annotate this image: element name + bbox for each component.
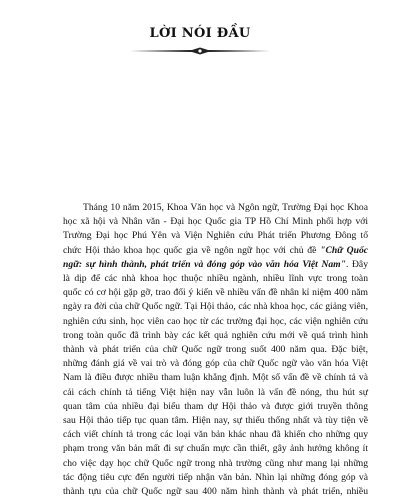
- text-segment: là dịp để các nhà khoa học thuộc nhiều ngành, nhiều lĩnh vực trong toàn: [63, 273, 368, 285]
- divider-ornament-icon: [128, 47, 272, 55]
- text-line: [63, 315, 368, 329]
- text-line: [63, 442, 368, 456]
- text-line: [63, 272, 368, 286]
- text-line: [63, 428, 368, 442]
- text-line: [63, 414, 368, 428]
- text-segment: quan tâm của nhiều đại biểu tham dự Hội thảo và được giới truyền thông: [63, 400, 368, 412]
- text-line: [63, 485, 368, 499]
- text-segment: Tháng 10 năm 2015, Khoa Văn học và Ngôn ngữ, Trường Đại học Khoa: [83, 202, 368, 213]
- text-segment: . Đây: [345, 258, 368, 270]
- text-segment: cho việc dạy học chữ Quốc ngữ trong nhà trường cũng như mang lại những: [63, 457, 368, 469]
- text-segment: Nam là điều được nhiều tham luận khẳng định. Một số vấn đề về chính tả và: [63, 372, 368, 384]
- text-line: [63, 300, 368, 314]
- text-segment: cải cách chính tả tiếng Việt hiện nay vẫn luôn là vấn đề nóng, thu hút sự: [63, 386, 368, 398]
- text-line: [63, 400, 368, 414]
- page-title: LỜI NÓI ĐẦU: [149, 26, 251, 41]
- text-segment: ngày ra đời của chữ Quốc ngữ. Tại Hội thảo, các nhà khoa học, các giảng viên,: [63, 301, 368, 313]
- text-segment: thành tựu của chữ Quốc ngữ sau 400 năm hình thành và phát triển, nhiều: [63, 486, 368, 498]
- emphasized-title-text: ngữ: sự hình thành, phát triển và đóng góp vào văn hóa Việt Nam": [63, 258, 346, 270]
- emphasized-title-text: "Chữ Quốc: [320, 244, 369, 256]
- text-line: [63, 201, 368, 215]
- text-segment: chức Hội thảo khoa học quốc gia về ngôn ngữ học với chủ đề: [63, 244, 321, 256]
- text-segment: cách viết chính tả trong các loại văn bản khác nhau đã khiến cho những quy: [63, 429, 368, 441]
- text-line: [63, 329, 368, 343]
- text-line: [63, 343, 368, 357]
- text-segment: phạm trong văn bản mất đi sự chuẩn mực cần thiết, gây ảnh hưởng không ít: [63, 443, 368, 455]
- text-segment: tác động tiêu cực đến người tiếp nhận văn bản. Nhìn lại những đóng góp và: [63, 471, 368, 483]
- text-segment: trong toàn quốc đã trình bày các kết quả nghiên cứu mới về quá trình hình: [63, 329, 368, 341]
- text-line: [63, 371, 368, 385]
- text-segment: Trường Đại học Phú Yên và Viện Nghiên cứu Phát triển Phương Đông tổ: [63, 230, 368, 242]
- text-line: [63, 215, 368, 229]
- text-line: [63, 386, 368, 400]
- text-segment: thành và phát triển của chữ Quốc ngữ trong suốt 400 năm qua. Đặc biệt,: [63, 344, 368, 356]
- text-line: [63, 457, 368, 471]
- text-line: [63, 258, 368, 272]
- text-segment: nghiên cứu sinh, học viên cao học từ các trường đại học, các viện nghiên cứu: [63, 315, 368, 327]
- text-segment: sau Hội thảo tiếp tục quan tâm. Hiện nay, sự thiếu thống nhất và tùy tiện về: [63, 415, 368, 427]
- text-line: [63, 286, 368, 300]
- text-segment: những đánh giá về vai trò và đóng góp của chữ Quốc ngữ vào văn hóa Việt: [63, 358, 368, 370]
- preface-paragraph: [63, 201, 368, 499]
- text-segment: quốc có cơ hội gặp gỡ, trao đổi ý kiến về nhiều vấn đề nhân kỉ niệm 400 năm: [63, 287, 368, 299]
- text-line: [63, 229, 368, 243]
- text-line: [63, 357, 368, 371]
- text-line: [63, 244, 368, 258]
- text-segment: học xã hội và Nhân văn - Đại học Quốc gia TP Hồ Chí Minh phối hợp với: [63, 216, 368, 228]
- text-line: [63, 471, 368, 485]
